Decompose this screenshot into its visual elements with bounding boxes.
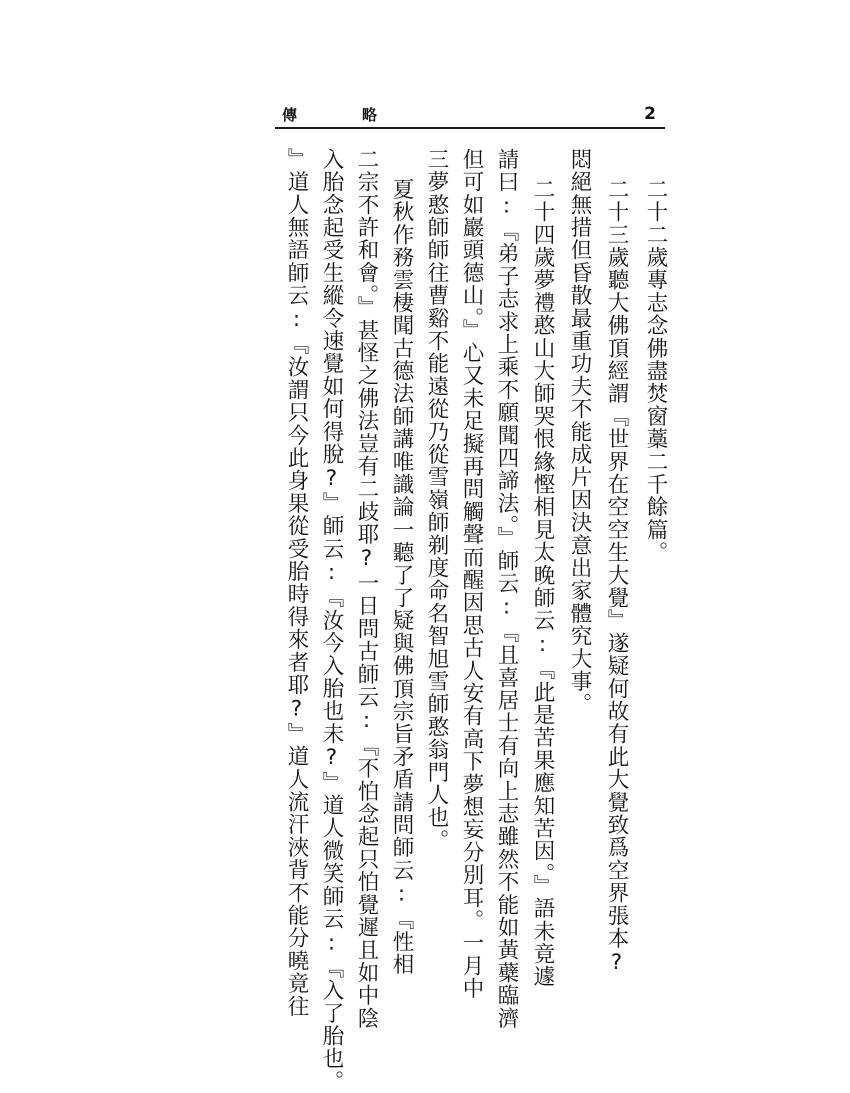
text-column-6: 但可如巖頭德山。』心又未足擬再問觸聲而醒因思古人安有高下夢想妄分別耳。一月中 [459,148,484,1000]
header-rule [275,127,665,129]
text-column-10: 入胎念起受生縱令速覺如何得脫?』師云:『汝今入胎也未?』道人微笑師云:『入了胎也。 [319,148,344,1093]
page-header [270,100,662,130]
running-head-left: 傳 [282,106,298,124]
text-column-3: 悶絕無措但昏散最重功夫不能成片因決意出家體究大事。 [567,148,592,716]
text-column-5: 請曰:『弟子志求上乘不願聞四諦法。』師云:『且喜居士有向上志雖然不能如黃蘗臨濟 [494,148,519,1030]
text-column-8: 夏秋作務雲棲聞古德法師講唯識論一聽了了疑與佛頂宗旨矛盾請問師云:『性相 [389,178,414,976]
text-column-9: 二宗不許和會。』甚怪之佛法豈有二歧耶?一日問古師云:『不怕念起只怕覺遲且如中陰 [354,148,379,1030]
page-number: 2 [644,104,656,124]
text-column-1: 二十二歲專志念佛盡焚窗藁二千餘篇。 [643,178,668,564]
running-head-title: 略 [362,106,378,124]
text-column-11: 』道人無語師云:『汝謂只今此身果從受胎時得來者耶?』道人流汗浹背不能分曉竟往 [284,148,309,1018]
text-column-4: 二十四歲夢禮憨山大師哭恨緣慳相見太晚師云:『此是苦果應知苦因。』語未竟遽 [530,178,555,988]
text-column-2: 二十三歲聽大佛頂經謂『世界在空空生大覺』遂疑何故有此大覺致爲空界張本? [604,178,629,976]
text-column-7: 三夢憨師師往曹谿不能遠從乃從雪嶺師剃度命名智旭雪師憨翁門人也。 [424,148,449,852]
